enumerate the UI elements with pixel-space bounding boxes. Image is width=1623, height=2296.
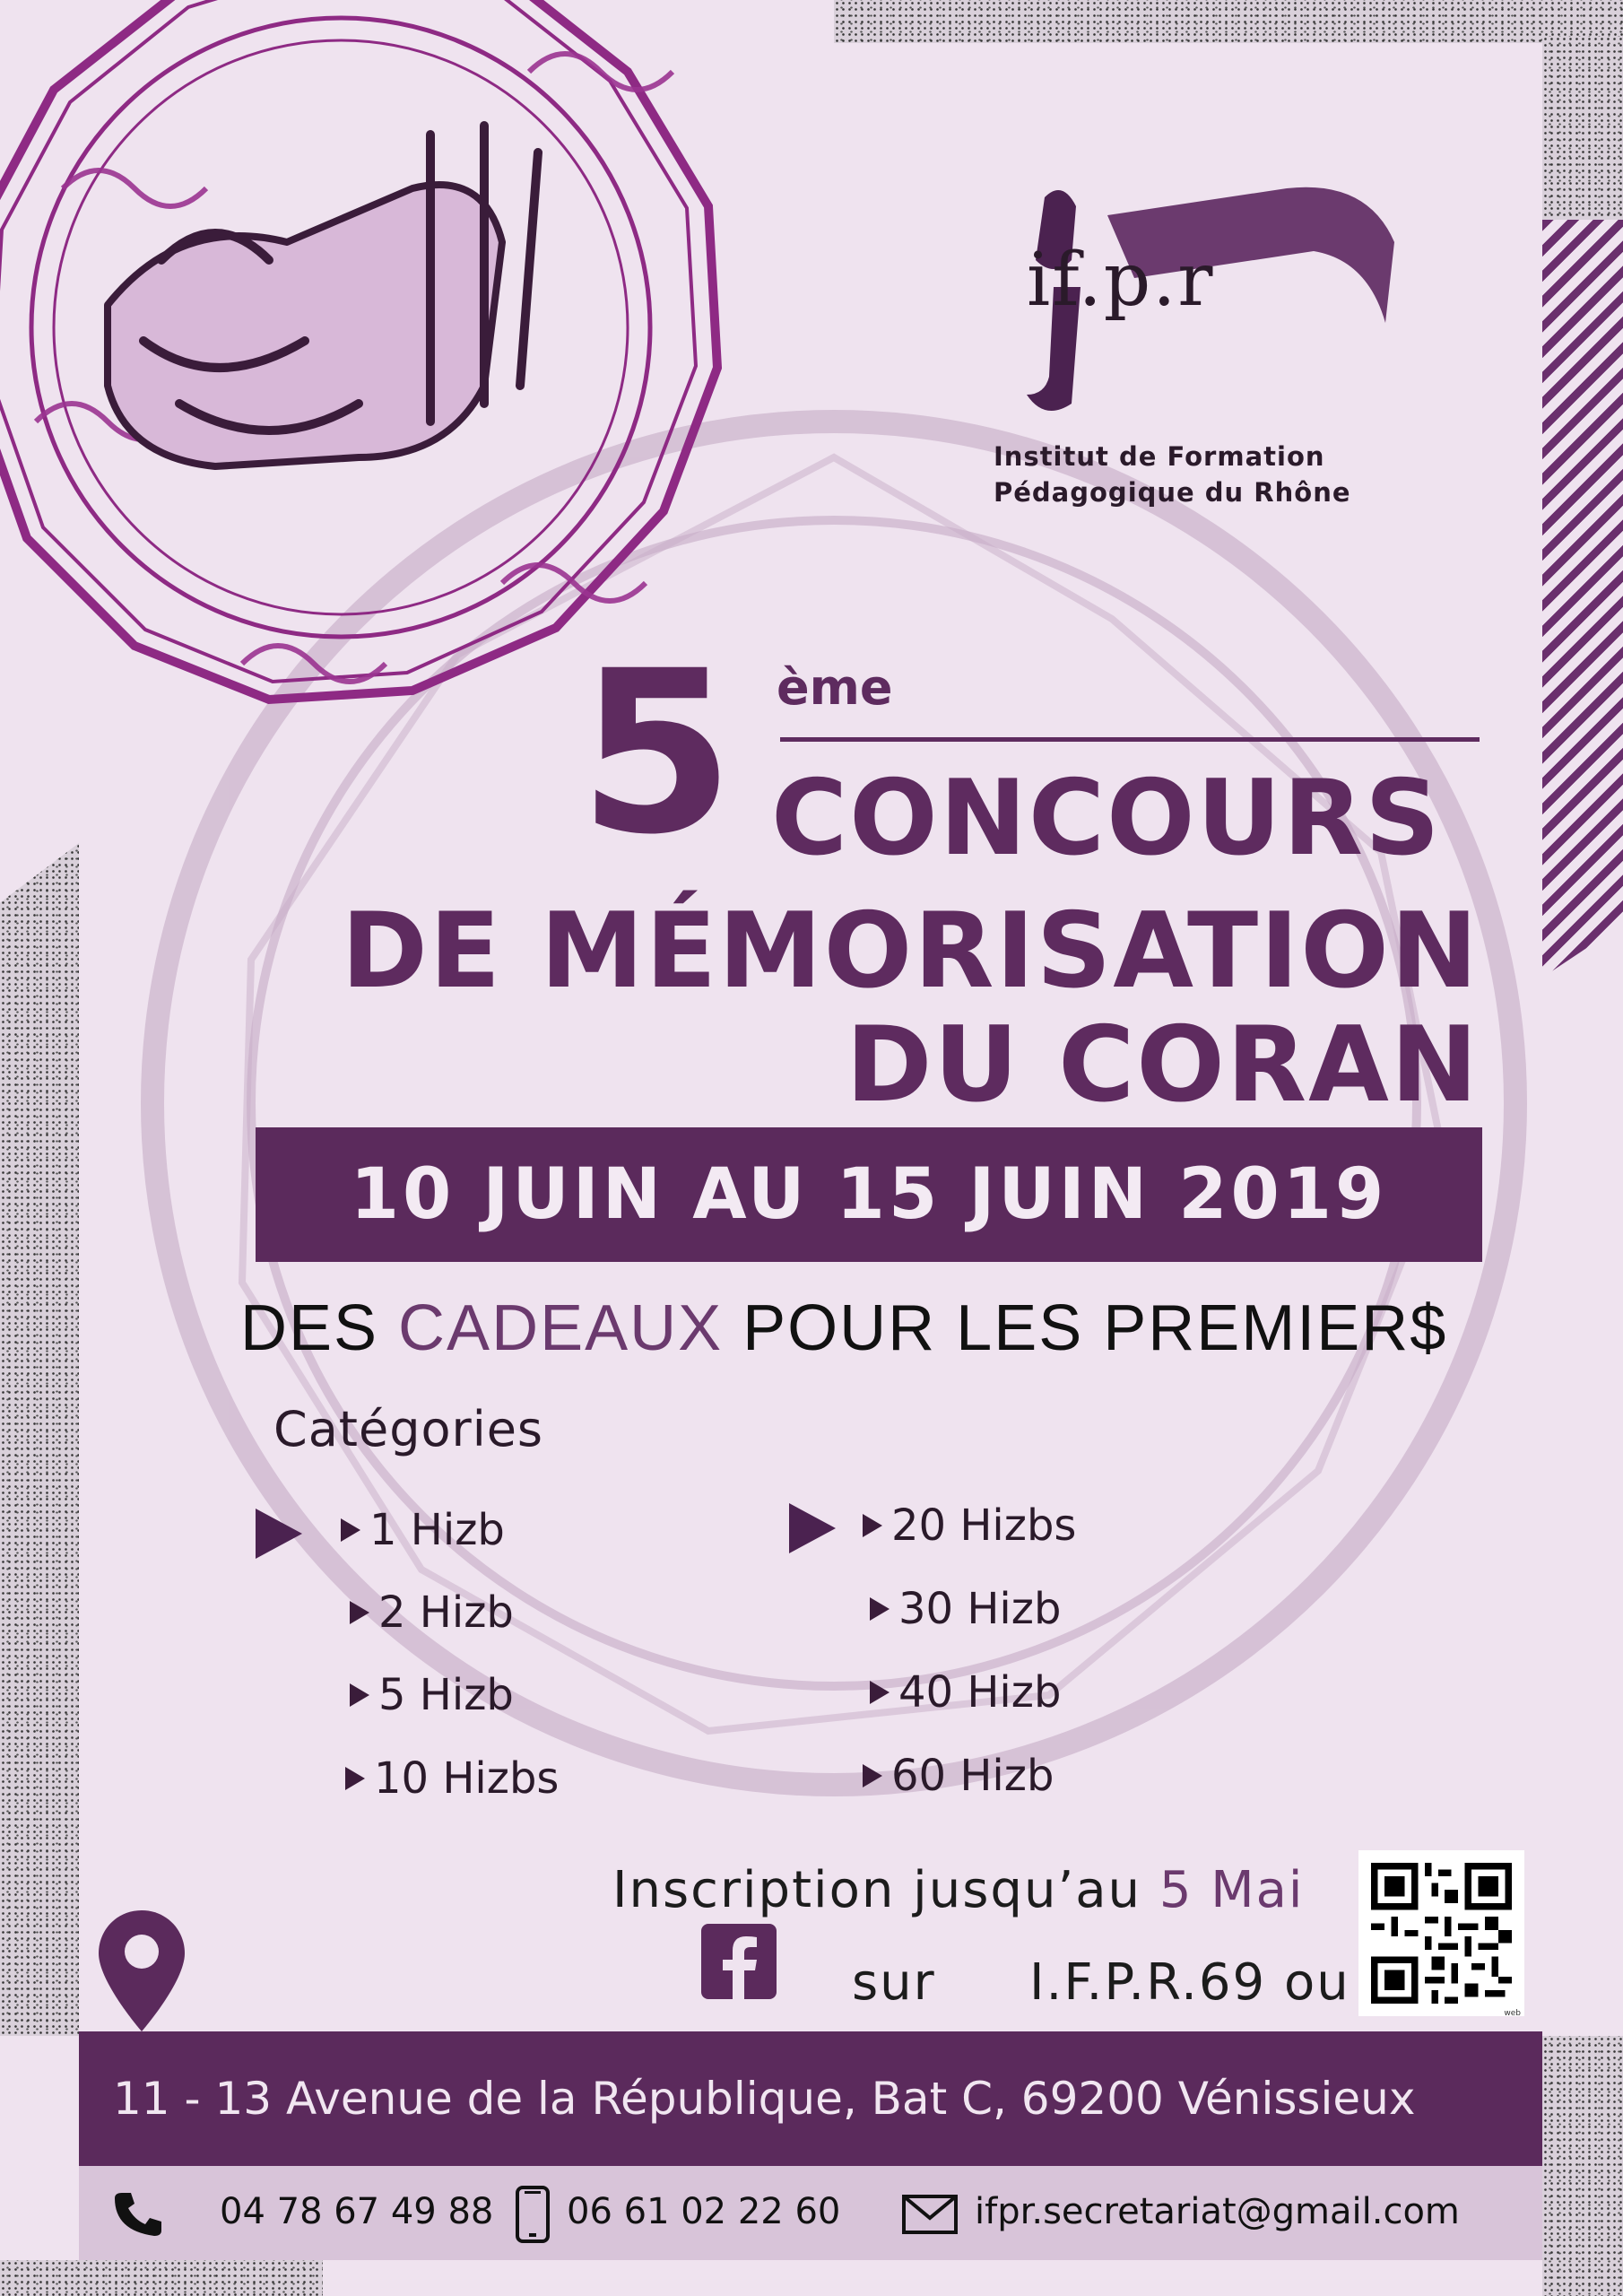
category-left-3 — [350, 1670, 514, 1720]
category-label: 10 Hizbs — [374, 1753, 560, 1804]
categories-left-marker — [256, 1509, 302, 1562]
bullet-icon — [350, 1601, 369, 1624]
bullet-icon — [870, 1681, 890, 1704]
email-address[interactable]: ifpr.secretariat@gmail.com — [975, 2191, 1460, 2232]
registration-date: 5 Mai — [1159, 1861, 1305, 1919]
date-range: 10 JUIN AU 15 JUIN 2019 — [350, 1154, 1388, 1235]
category-label: 60 Hizb — [891, 1751, 1055, 1801]
phone-number[interactable]: 04 78 67 49 88 — [220, 2191, 494, 2232]
phone-icon — [113, 2191, 163, 2236]
category-right-3 — [870, 1667, 1061, 1718]
category-right-1 — [863, 1500, 1076, 1551]
category-label: 5 Hizb — [378, 1670, 514, 1720]
category-label: 2 Hizb — [378, 1587, 514, 1638]
facebook-icon[interactable] — [701, 1924, 777, 1999]
right-stripes — [1542, 220, 1623, 973]
ordinal-suffix: ème — [777, 659, 893, 716]
category-right-2 — [870, 1584, 1061, 1634]
title-rule — [780, 737, 1480, 742]
qr-code[interactable] — [1358, 1850, 1524, 2016]
bottom-left-pattern — [0, 2260, 323, 2296]
bullet-icon — [350, 1683, 369, 1707]
mail-icon — [902, 2195, 958, 2234]
mobile-number[interactable]: 06 61 02 22 60 — [567, 2191, 841, 2232]
category-label: 20 Hizbs — [891, 1500, 1077, 1551]
category-label: 40 Hizb — [898, 1667, 1062, 1718]
right-edge-pattern — [1542, 36, 1623, 224]
address-band — [79, 2031, 1542, 2166]
category-left-1 — [341, 1505, 505, 1555]
logo-line-1: Institut de Formation — [994, 441, 1325, 472]
categories-right-marker — [789, 1503, 836, 1557]
gifts-line — [240, 1292, 1514, 1365]
bullet-icon — [863, 1514, 882, 1537]
address: 11 - 13 Avenue de la République, Bat C, 69200 Vénissieux — [113, 2073, 1416, 2125]
gifts-highlight: CADEAUX — [398, 1292, 724, 1364]
date-band — [256, 1127, 1482, 1262]
category-label: 30 Hizb — [898, 1584, 1062, 1634]
left-edge-pattern — [0, 843, 79, 2036]
title-line-3: DU CORAN — [846, 1004, 1480, 1126]
category-left-2 — [350, 1587, 514, 1638]
bullet-icon — [341, 1518, 360, 1542]
bullet-icon — [870, 1597, 890, 1621]
ifpr-logo — [991, 179, 1403, 448]
categories-title: Catégories — [273, 1401, 544, 1457]
registration-line — [612, 1861, 1304, 1919]
bullet-icon — [345, 1767, 365, 1790]
title-line-1: CONCOURS — [771, 758, 1442, 879]
location-pin-icon — [99, 1910, 185, 2031]
gifts-prefix: DES — [240, 1292, 399, 1364]
qr-caption: web — [1504, 2009, 1521, 2018]
top-right-pattern — [834, 0, 1623, 43]
contact-band — [79, 2166, 1542, 2260]
registration-on: sur — [852, 1953, 936, 2012]
facebook-page[interactable]: I.F.P.R.69 ou — [1029, 1953, 1350, 2012]
bottom-right-pattern — [1542, 2036, 1623, 2296]
registration-prefix: Inscription jusqu’au — [612, 1861, 1159, 1919]
category-label: 1 Hizb — [369, 1505, 505, 1555]
gifts-suffix: POUR LES PREMIER$ — [723, 1292, 1448, 1364]
logo-line-2: Pédagogique du Rhône — [994, 477, 1351, 508]
category-right-4 — [863, 1751, 1054, 1801]
title-line-2: DE MÉMORISATION — [341, 891, 1480, 1012]
logo-mark: if.p.r — [1027, 238, 1215, 323]
bullet-icon — [863, 1764, 882, 1787]
mobile-phone-icon — [516, 2186, 550, 2243]
category-left-4 — [345, 1753, 559, 1804]
ordinal-number: 5 — [578, 622, 734, 883]
